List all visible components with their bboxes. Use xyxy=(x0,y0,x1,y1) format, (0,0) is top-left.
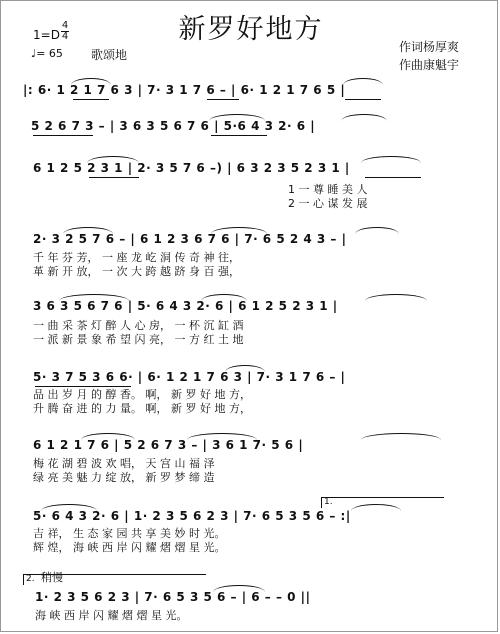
beam xyxy=(207,99,239,100)
time-signature xyxy=(61,21,69,42)
lyric-line-9: 海 峡 西 岸 闪 耀 熠 熠 星 光。 xyxy=(35,609,188,622)
tempo-mark: ♩= 65 xyxy=(31,47,63,60)
slur xyxy=(87,156,139,163)
slur xyxy=(225,365,265,372)
beam xyxy=(345,99,381,100)
slur xyxy=(41,504,97,511)
lyric-line-7b: 绿 亮 美 魅 力 绽 放， 新 罗 梦 缔 造 xyxy=(33,471,215,484)
slur xyxy=(341,114,387,121)
slur xyxy=(211,227,267,234)
lyric-line-4a: 千 年 芬 芳， 一 座 龙 屹 洞 传 奇 神 往， xyxy=(33,251,240,264)
lyric-line-5b: 一 派 新 景 象 希 望 闪 亮， 一 方 红 土 地 xyxy=(33,333,244,346)
slur xyxy=(209,114,265,121)
notation-line-9: 1· 2 3 5 6 2 3 | 7· 6 5 3 5 6 – | 6 – – 0 || xyxy=(35,590,311,604)
style-mark: 歌颂地 xyxy=(91,48,128,62)
notation-line-7: 6 1 2 1 7 6 | 5 2 6 7 3 – | 3 6 1 7· 5 6 | xyxy=(33,438,304,452)
lyric-line-6b: 升 腾 奋 进 的 力 量。 啊， 新 罗 好 地 方， xyxy=(33,402,251,415)
slur xyxy=(81,433,135,440)
lyric-line-3b: 2 一 心 谋 发 展 xyxy=(288,197,368,210)
slur xyxy=(63,227,113,234)
composer: 作曲康魁宇 xyxy=(399,58,460,72)
beam xyxy=(73,99,109,100)
notation-line-6: 5· 3 7 5 3 6 6· | 6· 1 2 1 7 6 3 | 7· 3 1 7 6 – | xyxy=(33,370,346,384)
lyric-line-7a: 梅 花 湖 碧 波 欢 唱， 天 宫 山 福 泽 xyxy=(33,457,215,470)
lyric-line-4b: 革 新 开 放， 一 次 大 跨 越 跻 身 百 强， xyxy=(33,265,240,278)
notation-line-8: 5· 6 4 3 2· 6 | 1· 2 3 5 6 2 3 | 7· 6 5 3 5 6 – :| xyxy=(33,509,351,523)
notation-line-5: 3 6 3 5 6 7 6 | 5· 6 4 3 2· 6 | 6 1 2 5 2 3 1 | xyxy=(33,299,338,313)
beam xyxy=(33,135,93,136)
time-sig-bottom: 4 xyxy=(61,31,69,42)
beam xyxy=(89,177,139,178)
lyric-line-5a: 一 曲 采 茶 灯 醉 人 心 房， 一 杯 沉 缸 酒 xyxy=(33,319,244,332)
notation-line-3: 6 1 2 5 2 3 1 | 2· 3 5 7 6 –) | 6 3 2 3 5 2 3 1 | xyxy=(33,161,350,175)
lyric-line-6a: 品 出 岁 月 的 醇 香。 啊， 新 罗 好 地 方， xyxy=(33,388,251,401)
slur xyxy=(59,294,129,301)
slur xyxy=(343,78,383,85)
slur xyxy=(365,294,427,301)
slur xyxy=(201,294,247,301)
lyricist: 作词杨厚爽 xyxy=(399,40,460,54)
lyric-line-8a: 吉 祥， 生 态 家 园 共 享 美 妙 时 光。 xyxy=(33,527,226,540)
key-text: 1=D xyxy=(33,28,60,42)
slur xyxy=(361,433,441,440)
lyric-line-8b: 辉 煌， 海 峡 西 岸 闪 耀 熠 熠 星 光。 xyxy=(33,541,226,554)
slur xyxy=(71,78,111,85)
notation-line-1: |: 6· 1 2 1 7 6 3 | 7· 3 1 7 6 – | 6· 1 2 1 7 6 5 | xyxy=(23,83,346,97)
notation-line-4: 2· 3 2 5 7 6 – | 6 1 2 3 6 7 6 | 7· 6 5 2 4 3 – | xyxy=(33,232,347,246)
slur xyxy=(213,585,265,592)
time-sig-top: 4 xyxy=(61,20,69,31)
slur xyxy=(351,504,401,511)
notation-line-2: 5 2 6 7 3 – | 3 6 3 5 6 7 6 | 5·6 4 3 2· 6 | xyxy=(31,119,316,133)
beam xyxy=(211,135,267,136)
song-title: 新罗好地方 xyxy=(178,14,324,45)
volta-2: 2. xyxy=(23,574,206,585)
key-signature xyxy=(33,28,60,42)
beam xyxy=(365,177,421,178)
volta-1: 1. xyxy=(321,497,444,508)
ritardando-mark: 稍慢 xyxy=(41,571,63,584)
slur xyxy=(187,433,257,440)
lyric-line-3a: 1 一 尊 睡 美 人 xyxy=(288,183,368,196)
slur xyxy=(355,227,399,234)
slur xyxy=(361,156,421,163)
